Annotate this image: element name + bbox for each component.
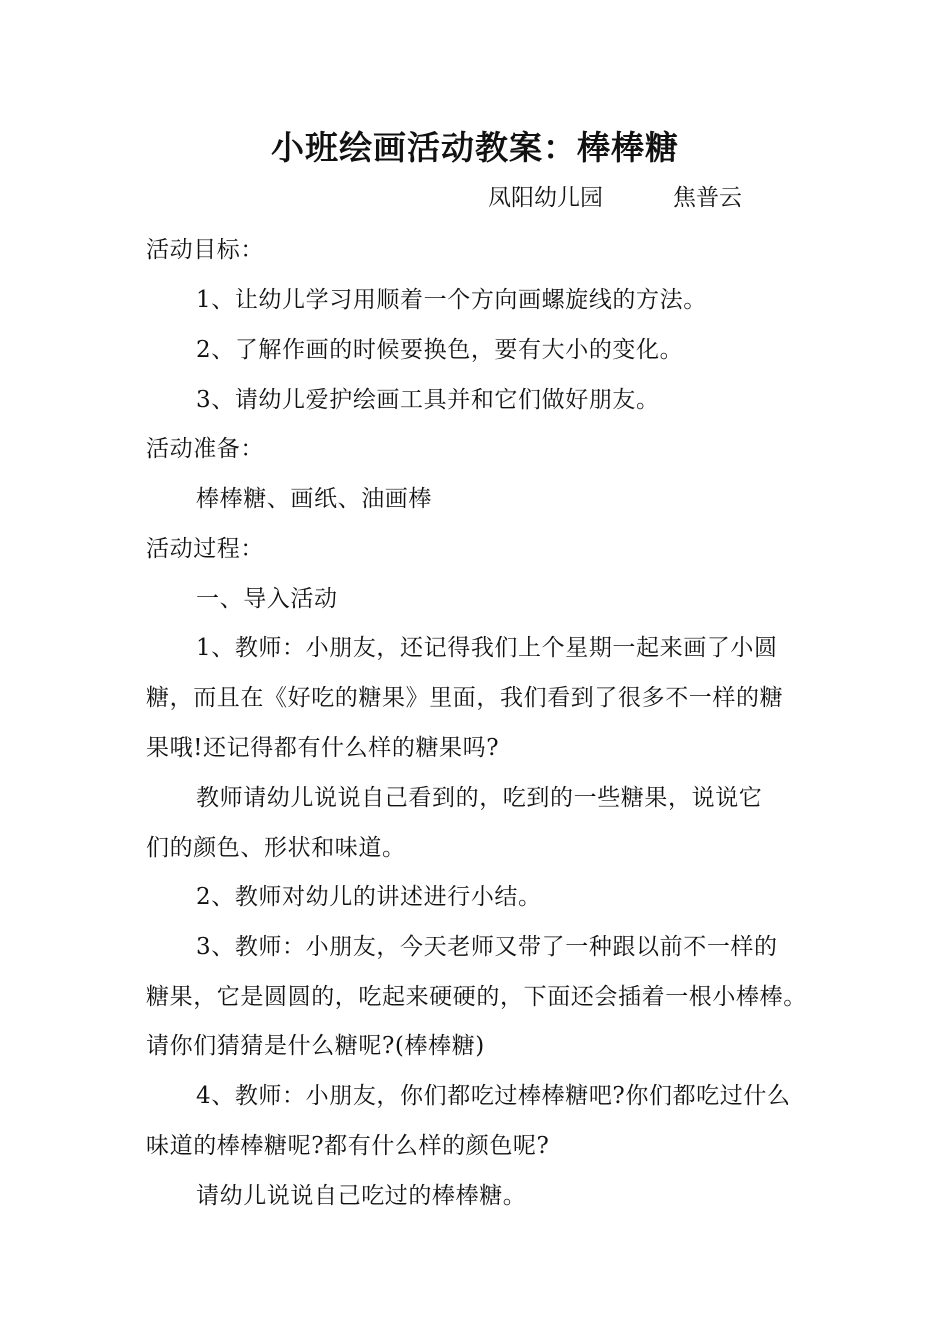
paragraph-5-line-2: 味道的棒棒糖呢?都有什么样的颜色呢?	[146, 1133, 550, 1159]
goal-item-1: 1、让幼儿学习用顺着一个方向画螺旋线的方法。	[196, 287, 707, 313]
paragraph-3: 2、教师对幼儿的讲述进行小结。	[196, 884, 542, 910]
author-name: 焦普云	[673, 185, 742, 211]
paragraph-2-line-1: 教师请幼儿说说自己看到的，吃到的一些糖果，说说它	[196, 785, 763, 811]
paragraph-2-line-2: 们的颜色、形状和味道。	[146, 835, 406, 861]
document-title: 小班绘画活动教案：棒棒糖	[271, 128, 679, 167]
goals-heading: 活动目标：	[146, 237, 264, 263]
paragraph-5-line-1: 4、教师：小朋友，你们都吃过棒棒糖吧?你们都吃过什么	[196, 1083, 791, 1109]
paragraph-4-line-3: 请你们猜猜是什么糖呢?(棒棒糖)	[146, 1033, 485, 1059]
goal-item-2: 2、了解作画的时候要换色，要有大小的变化。	[196, 337, 684, 363]
prep-heading: 活动准备：	[146, 436, 264, 462]
author-line	[488, 181, 742, 215]
paragraph-4-line-2: 糖果，它是圆圆的，吃起来硬硬的，下面还会插着一根小棒棒。	[146, 984, 807, 1010]
paragraph-1-line-1: 1、教师：小朋友，还记得我们上个星期一起来画了小圆	[196, 635, 778, 661]
paragraph-4-line-1: 3、教师：小朋友，今天老师又带了一种跟以前不一样的	[196, 934, 778, 960]
paragraph-1-line-3: 果哦!还记得都有什么样的糖果吗?	[146, 735, 500, 761]
author-school: 凤阳幼儿园	[488, 185, 603, 211]
process-heading: 活动过程：	[146, 536, 264, 562]
paragraph-6: 请幼儿说说自己吃过的棒棒糖。	[196, 1183, 527, 1209]
prep-materials: 棒棒糖、画纸、油画棒	[196, 486, 432, 512]
process-subheading-intro: 一、导入活动	[196, 586, 338, 612]
paragraph-1-line-2: 糖，而且在《好吃的糖果》里面，我们看到了很多不一样的糖	[146, 685, 784, 711]
goal-item-3: 3、请幼儿爱护绘画工具并和它们做好朋友。	[196, 387, 660, 413]
